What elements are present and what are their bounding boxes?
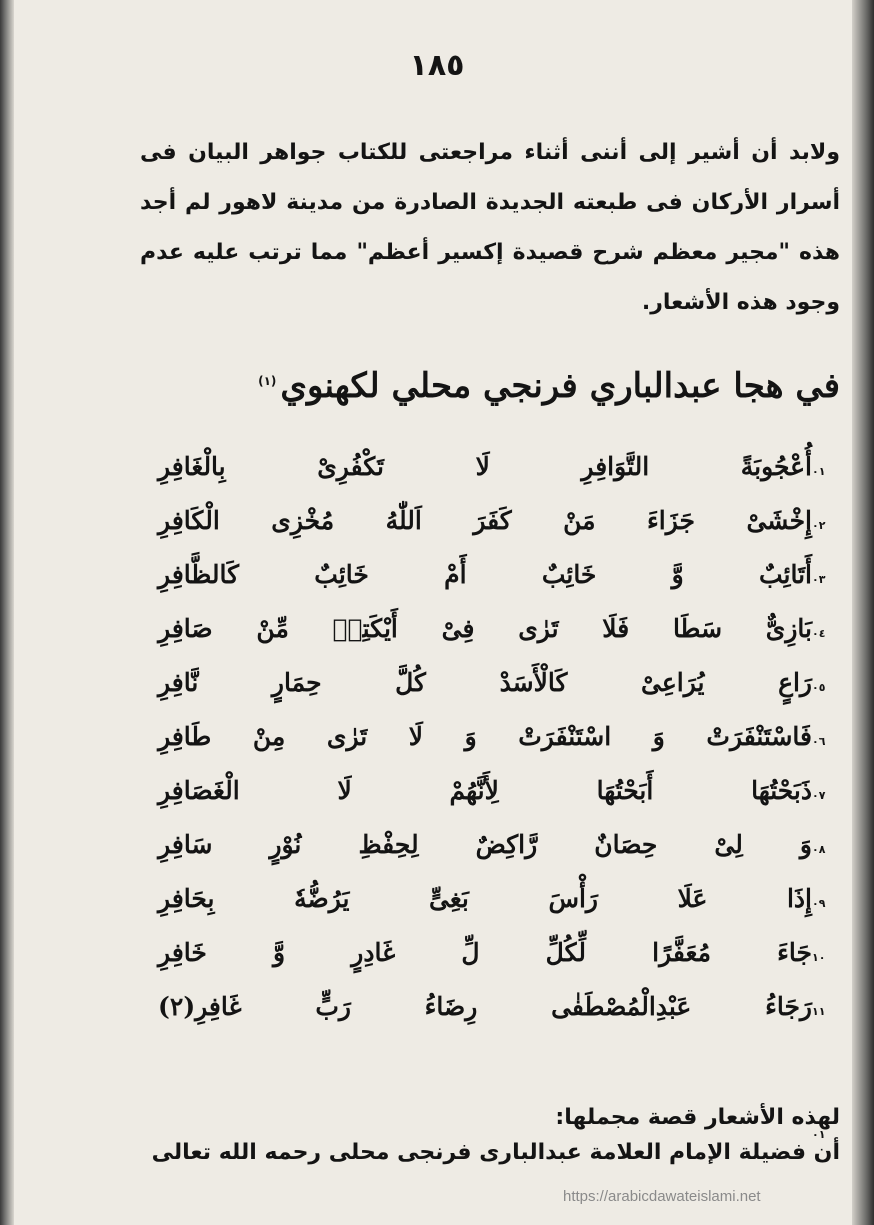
verse-word: صَافِرِ xyxy=(158,614,213,643)
verse-word: عَبْدِالْمُصْطَفٰى xyxy=(551,992,692,1021)
verse-word: جَاءَ xyxy=(777,938,812,967)
verse-word: غَادِرٍ xyxy=(351,938,396,967)
verse-word: كَالظَّافِرِ xyxy=(158,560,240,589)
verse-word: مَنْ xyxy=(563,506,596,535)
verse-word: خَائِبٌ xyxy=(541,560,597,589)
verse-word: مُخْزِى xyxy=(271,506,335,535)
verse-word: رَّاكِضٌ xyxy=(475,830,538,859)
verse-text xyxy=(150,506,812,535)
verse-word: رَاعٍ xyxy=(778,668,812,697)
verse-word: رَجَاءُ xyxy=(765,992,812,1021)
post-paragraph: أن فضيلة الإمام العلامة عبدالبارى فرنجى محلى رحمه الله تعالى xyxy=(151,1140,840,1165)
verse-word: لَا xyxy=(475,452,490,481)
verse-word: الْغَصَافِرِ xyxy=(158,776,240,805)
verse-word: جَزَاءَ xyxy=(647,506,695,535)
verse-word: لِّكُلِّ xyxy=(545,938,587,967)
verse-text xyxy=(150,776,812,805)
verse-number: ٠٥ xyxy=(812,681,826,694)
verse-number: ٠٨ xyxy=(812,843,826,856)
verse-row xyxy=(150,884,854,924)
verse-number: ٠٣ xyxy=(812,573,826,586)
verse-row xyxy=(150,830,854,870)
verse-word: مُعَفَّرًا xyxy=(652,938,712,967)
verse-text xyxy=(150,722,812,751)
verse-word: بِالْغَافِرِ xyxy=(158,452,226,481)
page-number: ١٨٥ xyxy=(409,48,465,83)
verse-word: لِىْ xyxy=(714,830,743,859)
verse-word: نُوْرٍ xyxy=(269,830,302,859)
post-line-number: ٠١ xyxy=(812,1128,826,1141)
section-title-text: في هجا عبدالباري فرنجي محلي لكهنوي xyxy=(280,366,840,406)
verse-text xyxy=(150,938,812,967)
verse-word: لِحِفْظِ xyxy=(358,830,419,859)
verse-number: ٠٩ xyxy=(812,897,826,910)
verse-word: تَرٰى xyxy=(518,614,559,643)
verse-row xyxy=(150,452,854,492)
verse-word: سَافِرِ xyxy=(158,830,213,859)
verse-word: عَلَا xyxy=(677,884,708,913)
verse-word: وَّ xyxy=(273,938,286,967)
verse-text xyxy=(150,560,812,589)
verse-word: أَمْ xyxy=(444,560,467,589)
verse-word: وَ xyxy=(652,722,665,751)
verse-word: سَطَا xyxy=(672,614,723,643)
page-edge-left xyxy=(0,0,14,1225)
verse-word: رِضَاءُ xyxy=(424,992,478,1021)
verse-word: حِمَارٍ xyxy=(271,668,322,697)
verse-word: غَافِرِ(٢) xyxy=(158,992,242,1021)
verse-word: أُعْجُوبَةً xyxy=(740,452,812,481)
verse-text xyxy=(150,668,812,697)
verse-word: اَللّٰهُ xyxy=(385,506,422,535)
verse-word: كَالْأَسَدْ xyxy=(499,668,568,697)
verse-number: ١٠ xyxy=(812,951,826,964)
verse-word: تَرٰى xyxy=(326,722,368,751)
verse-word: تَكْفُرِىْ xyxy=(317,452,384,481)
verse-word: الْكَافِرِ xyxy=(158,506,220,535)
verse-word: رَأْسَ xyxy=(548,884,598,913)
verse-word: فِىْ xyxy=(441,614,475,643)
verse-word: بَغِىٍّ xyxy=(429,884,469,913)
verse-row xyxy=(150,668,854,708)
verse-word: يُرَاعِىْ xyxy=(641,668,705,697)
verse-word: بَازِىٌّ xyxy=(765,614,812,643)
verse-word: وَ xyxy=(799,830,812,859)
verse-word: أَبَحْتُهَا xyxy=(596,776,654,805)
section-footnote-marker: (١) xyxy=(258,373,277,388)
post-heading: لهذه الأشعار قصة مجملها: xyxy=(555,1105,840,1130)
verse-row xyxy=(150,560,854,600)
verse-word: حِصَانٌ xyxy=(594,830,658,859)
verse-word: إِذَا xyxy=(786,884,812,913)
verse-word: لِّ xyxy=(461,938,480,967)
verse-word: أَيْكَتِهٖ xyxy=(332,614,398,643)
verse-word: خَافِرِ xyxy=(158,938,207,967)
verse-word: رَبٍّ xyxy=(315,992,351,1021)
verse-word: نَّافِرِ xyxy=(158,668,199,697)
verse-row xyxy=(150,614,854,654)
verse-text xyxy=(150,884,812,913)
verse-text xyxy=(150,992,812,1021)
verse-word: فَلَا xyxy=(602,614,630,643)
verse-row xyxy=(150,992,854,1032)
verse-number: ٠٧ xyxy=(812,789,826,802)
verse-word: وَّ xyxy=(671,560,684,589)
verse-word: لَا xyxy=(337,776,352,805)
verse-word: وَ xyxy=(464,722,477,751)
verse-text xyxy=(150,614,812,643)
intro-paragraph: ولابد أن أشير إلى أننى أثناء مراجعتى للكتاب جواهر البيان فى أسرار الأركان فى طبعته الجديدة الصادرة من مدينة لاهور لم أجد هذه "مجير معظم شرح قصيدة إكسير أعظم" مما ترتب عليه عدم وجود هذه الأشعار. xyxy=(140,140,840,315)
verse-word: كُلَّ xyxy=(395,668,426,697)
verse-word: لِأَنَّهُمْ xyxy=(449,776,499,805)
watermark-url: https://arabicdawateislami.net xyxy=(563,1188,761,1205)
verse-number: ٠٤ xyxy=(812,627,826,640)
verse-word: فَاسْتَنْفَرَتْ xyxy=(706,722,812,751)
section-title xyxy=(140,366,840,406)
verse-word: خَائِبٌ xyxy=(314,560,369,589)
verse-number: ٠٢ xyxy=(812,519,826,532)
verse-number: ٠٦ xyxy=(812,735,826,748)
verse-word: مِنْ xyxy=(252,722,286,751)
page-edge-right xyxy=(852,0,874,1225)
verse-text xyxy=(150,830,812,859)
verse-word: التَّوَافِرِ xyxy=(581,452,650,481)
verse-number: ١١ xyxy=(812,1005,826,1018)
verse-word: كَفَرَ xyxy=(473,506,512,535)
verse-word: اسْتَنْفَرَتْ xyxy=(518,722,612,751)
verse-row xyxy=(150,776,854,816)
verse-word: طَافِرِ xyxy=(158,722,212,751)
verse-text xyxy=(150,452,812,481)
verse-number: ٠١ xyxy=(812,465,826,478)
verse-word: بِحَافِرِ xyxy=(158,884,215,913)
verse-row xyxy=(150,506,854,546)
verse-row xyxy=(150,938,854,978)
verse-word: لَا xyxy=(408,722,424,751)
verse-row xyxy=(150,722,854,762)
verse-word: ذَبَحْتُهَا xyxy=(751,776,812,805)
verse-word: مِّنْ xyxy=(256,614,289,643)
verse-word: أَتَائِبٌ xyxy=(758,560,812,589)
verse-word: إِخْشَىْ xyxy=(746,506,812,535)
verse-word: يَرُضُّهٗ xyxy=(294,884,350,913)
